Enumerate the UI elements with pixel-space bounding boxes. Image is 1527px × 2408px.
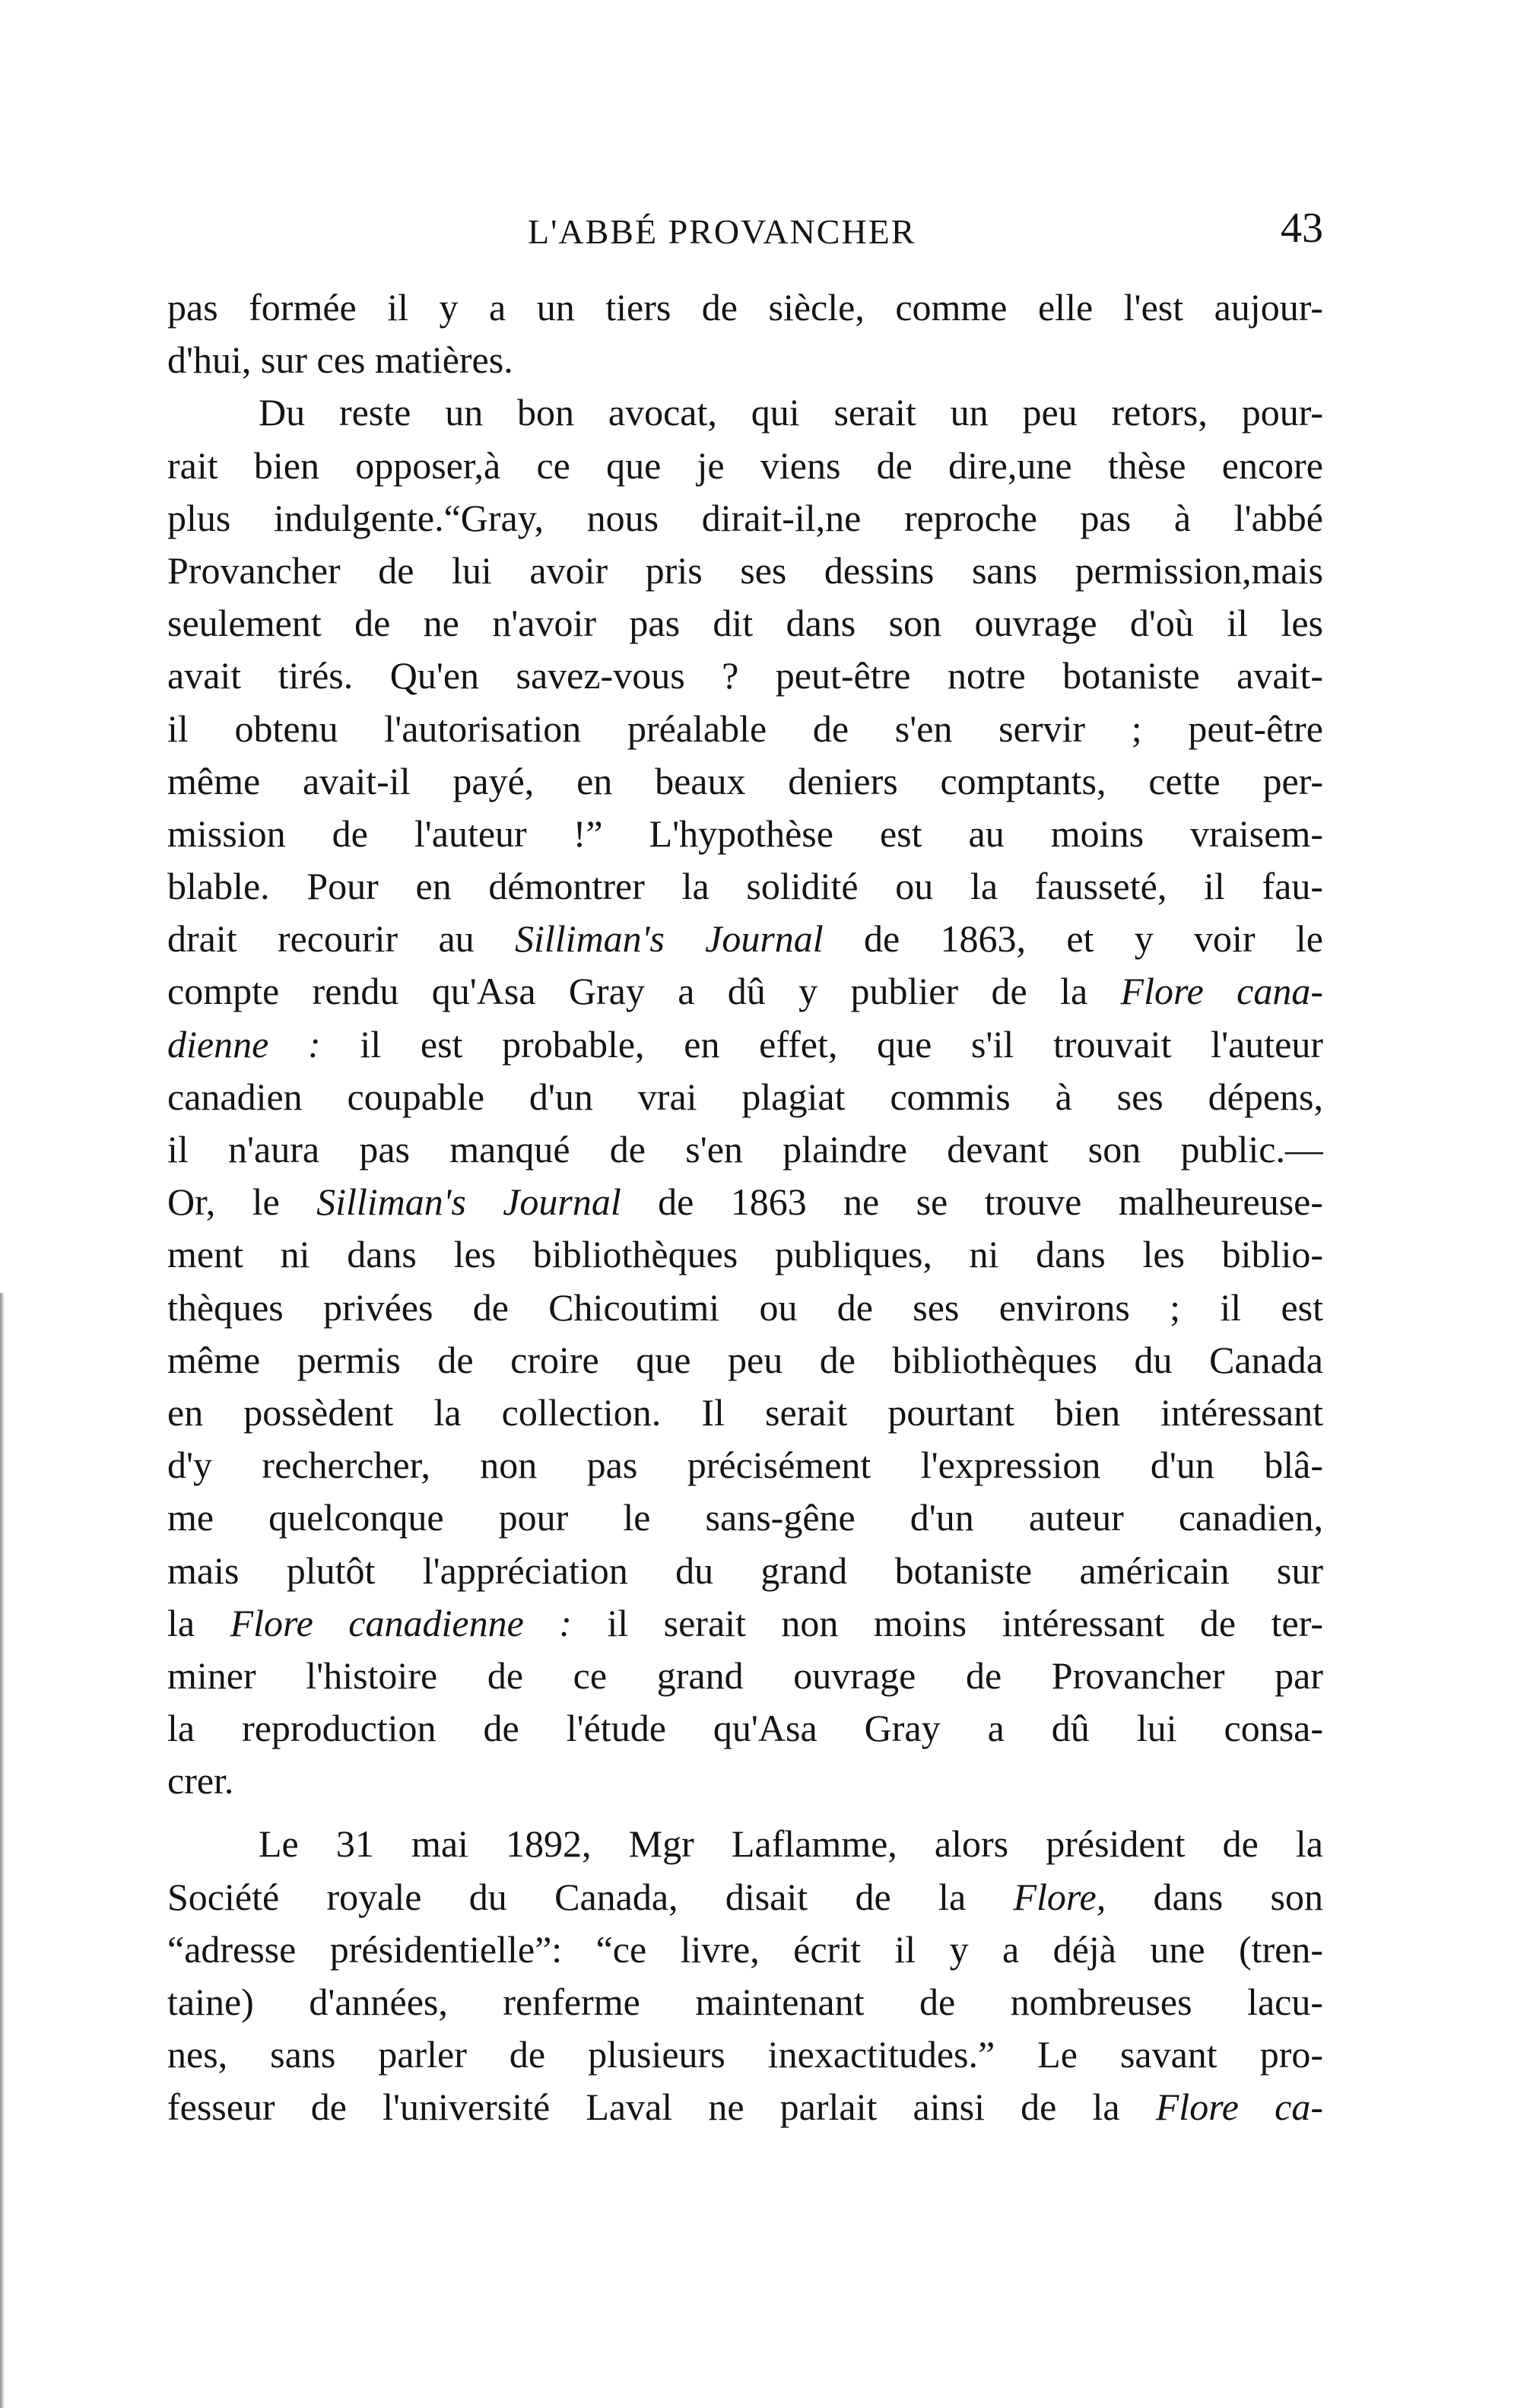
text-line: la reproduction de l'étude qu'Asa Gray a dû lui consa- [167, 1707, 1323, 1750]
text-line: avait tirés. Qu'en savez-vous ? peut-être notre botaniste avait- [167, 654, 1323, 697]
scan-edge-shadow [0, 1293, 5, 2408]
text-run: la [167, 1601, 230, 1644]
text-line: Provancher de lui avoir pris ses dessins sans permission,mais [167, 548, 1323, 592]
text-line: mission de l'auteur !” L'hypothèse est au moins vraisem- [167, 812, 1323, 855]
text-run: Or, le [167, 1180, 317, 1224]
text-line: en possèdent la collection. Il serait pourtant bien intéressant [167, 1390, 1323, 1434]
text-line: “adresse présidentielle”: “ce livre, écrit il y a déjà une (tren- [167, 1927, 1323, 1971]
text-line: seulement de ne n'avoir pas dit dans son ouvrage d'où il les [167, 602, 1323, 645]
text-line [167, 1018, 1323, 1071]
page-header [167, 204, 1323, 252]
text-line: crer. [167, 1759, 234, 1803]
text-run: fesseur de l'université Laval ne parlait ainsi de la [167, 2086, 1156, 2129]
text-line [167, 965, 1323, 1018]
text-line: plus indulgente.“Gray, nous dirait-il,ne reproche pas à l'abbé [167, 496, 1323, 539]
page-number: 43 [1281, 205, 1323, 252]
text-line [167, 1597, 1323, 1650]
text-line: canadien coupable d'un vrai plagiat commis à ses dépens, [167, 1075, 1323, 1118]
text-line: miner l'histoire de ce grand ouvrage de Provancher par [167, 1654, 1323, 1697]
text-line: ment ni dans les bibliothèques publiques, ni dans les biblio- [167, 1233, 1323, 1276]
text-run: dans son [1106, 1875, 1323, 1918]
text-run: de 1863 ne se trouve malheureuse- [621, 1180, 1323, 1224]
text-line: rait bien opposer,à ce que je viens de dire,une thèse encore [167, 443, 1323, 487]
italic-title: Silliman's Journal [515, 917, 824, 961]
text-line: même avait-il payé, en beaux deniers comptants, cette per- [167, 759, 1323, 802]
text-line: pas formée il y a un tiers de siècle, comme elle l'est aujour- [167, 286, 1323, 329]
text-run: de 1863, et y voir le [823, 917, 1323, 961]
text-run: il est probable, en effet, que s'il trouvait l'auteur [320, 1022, 1323, 1066]
italic-title: Flore canadienne : [230, 1601, 572, 1644]
text-line [167, 2081, 1323, 2133]
text-line [167, 913, 1323, 965]
text-line: même permis de croire que peu de bibliothèques du Canada [167, 1338, 1323, 1381]
text-line: d'y rechercher, non pas précisément l'expression d'un blâ- [167, 1444, 1323, 1487]
italic-title: Silliman's Journal [316, 1180, 621, 1224]
text-run: il serait non moins intéressant de ter- [571, 1601, 1323, 1644]
text-run: drait recourir au [167, 917, 515, 961]
text-line [167, 1176, 1323, 1228]
text-line [167, 1871, 1323, 1924]
text-line: Du reste un bon avocat, qui serait un peu retors, pour- [259, 391, 1323, 434]
text-line: mais plutôt l'appréciation du grand botaniste américain sur [167, 1549, 1323, 1592]
text-line: thèques privées de Chicoutimi ou de ses environs ; il est [167, 1285, 1323, 1329]
text-line: d'hui, sur ces matières. [167, 338, 513, 382]
text-line: Le 31 mai 1892, Mgr Laflamme, alors président de la [259, 1822, 1323, 1866]
text-line: me quelconque pour le sans-gêne d'un auteur canadien, [167, 1496, 1323, 1539]
italic-title: Flore, [1013, 1875, 1106, 1918]
text-line: il obtenu l'autorisation préalable de s'en servir ; peut-être [167, 707, 1323, 750]
text-line: blable. Pour en démontrer la solidité ou la fausseté, il fau- [167, 865, 1323, 908]
italic-title: dienne : [167, 1022, 321, 1066]
italic-title: Flore cana- [1120, 970, 1323, 1013]
running-head: L'ABBÉ PROVANCHER [528, 212, 916, 251]
text-run: Société royale du Canada, disait de la [167, 1875, 1014, 1918]
text-line: il n'aura pas manqué de s'en plaindre devant son public.— [167, 1128, 1323, 1171]
text-line: nes, sans parler de plusieurs inexactitudes.” Le savant pro- [167, 2033, 1323, 2076]
text-line: taine) d'années, renferme maintenant de nombreuses lacu- [167, 1981, 1323, 2023]
body-text [167, 281, 1323, 2134]
italic-title: Flore ca- [1155, 2086, 1323, 2129]
text-run: compte rendu qu'Asa Gray a dû y publier de la [167, 970, 1121, 1013]
